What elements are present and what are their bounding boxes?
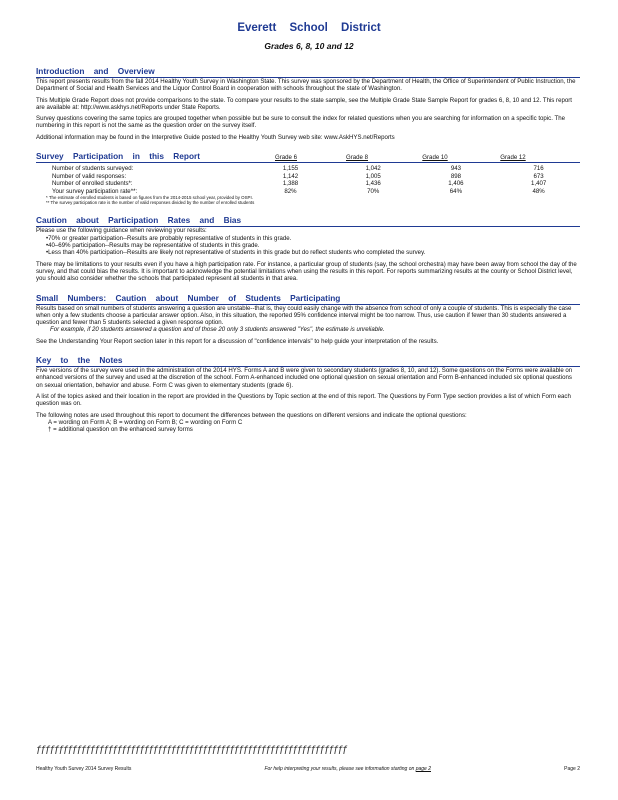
cell-value: 1,407 — [531, 180, 547, 188]
key-note-dagger: † = additional question on the enhanced survey forms — [48, 426, 193, 434]
caution-paragraph: There may be limitations to your results even if you have a high participation rate. For instance, a particular group of students (say, the school orchestra) may have been away from school the day of the survey, and that could bias the results. It is important to acknowledge the potential limitations when using the results in this report. For reports summarizing results at the county or School District level, you should also consider whether the schools that participated represent all students in that area. — [36, 260, 577, 283]
row-label: Number of valid responses: — [52, 172, 127, 180]
col-grade-12: Grade 12 — [500, 153, 526, 161]
intro-heading: Introduction and Overview — [36, 66, 580, 78]
col-grade-8: Grade 8 — [345, 153, 369, 161]
intro-paragraph-2: This Multiple Grade Report does not provide comparisons to the state. To compare your results to the state sample, see the Multiple Grade State Sample Report for grades 6, 8, 10 and 12. This report are available at: http://www.askhys.net/Reports under State Reports. — [36, 96, 572, 111]
table-row — [36, 188, 580, 196]
participation-columns — [254, 154, 552, 161]
page-footer — [36, 766, 580, 772]
row-label: Your survey participation rate**: — [52, 187, 138, 195]
cell-value: 1,155 — [282, 165, 299, 173]
small-numbers-section — [36, 293, 580, 345]
cell-value: 1,005 — [365, 172, 381, 180]
participation-footnote-2: ** The survey participation rate is the number of valid responses divided by the number of enrolled students — [46, 200, 255, 206]
caution-list — [36, 235, 580, 257]
intro-paragraph-1: This report presents results from the fall 2014 Healthy Youth Survey in Washington State. This survey was sponsored by the Department of Health, the Office of Superintendent of Public Instruction, the Department of Social and Health Services and the Liquor Control Board in cooperation with schools throughout the state of Washington. — [36, 78, 576, 93]
key-heading: Key to the Notes — [36, 355, 580, 367]
footer-left: Healthy Youth Survey 2014 Survey Results — [36, 766, 132, 772]
footer-page-number: Page 2 — [564, 766, 580, 772]
small-numbers-paragraph-2: See the Understanding Your Report section later in this report for a discussion of "confidence intervals" to help guide your interpretation of the results. — [36, 337, 439, 345]
cell-value: 673 — [533, 172, 544, 180]
list-item: •40–69% participation--Results may be representative of students in this grade. — [46, 242, 260, 250]
caution-intro: Please use the following guidance when reviewing your results: — [36, 227, 207, 235]
cell-value: 1,406 — [448, 180, 464, 188]
key-section — [36, 355, 580, 433]
footer-page-link[interactable]: page 2 — [415, 766, 431, 772]
participation-table — [36, 165, 580, 195]
cell-value: 898 — [450, 172, 461, 180]
list-item: •Less than 40% participation--Results are likely not representative of students in this grade but do reflect students who completed the survey. — [46, 249, 426, 257]
small-numbers-heading: Small Numbers: Caution about Number of Students Participating — [36, 293, 580, 305]
table-row — [36, 165, 580, 173]
cell-value: 716 — [533, 165, 544, 173]
footer-middle — [264, 766, 431, 772]
key-paragraph-1: Five versions of the survey were used in the administration of the 2014 HYS. Forms A and B were given to secondary students (grades 8, 10, and 12). Some questions on the Forms were available on enhanced versions of the survey and used at the discretion of the school. Form A-enhanced included one optional question on sexual orientation and Form B-enhanced included six optional questions on sexual orientation, behavior and abuse. Form C was given to elementary students (grade 6). — [36, 367, 573, 389]
small-numbers-example: For example, if 20 students answered a question and of those 20 only 3 students answered "Yes", the estimate is unreliable. — [50, 326, 385, 334]
caution-heading: Caution about Participation Rates and Bias — [36, 215, 580, 227]
cell-value: 1,436 — [365, 180, 381, 188]
footer-help-text: For help interpreting your results, please see information starting on — [264, 766, 415, 772]
cell-value: 1,388 — [282, 180, 299, 188]
participation-section — [36, 151, 580, 205]
intro-paragraph-3: Survey questions covering the same topics are grouped together when possible but be sure to consult the index for related questions when you are searching for information on a specific topic. The numbering in this report is not the same as the question order on the survey itself. — [36, 115, 565, 130]
intro-paragraph-4: Additional information may be found in the Interpretive Guide posted to the Healthy Youth Survey web site: www.AskHYS.net/Reports — [36, 133, 395, 141]
table-row — [36, 173, 580, 181]
table-row — [36, 180, 580, 188]
footer-divider: ƒƒƒƒƒƒƒƒƒƒƒƒƒƒƒƒƒƒƒƒƒƒƒƒƒƒƒƒƒƒƒƒƒƒƒƒƒƒƒƒƒƒƒƒƒƒƒƒƒƒƒƒƒƒƒƒƒƒƒƒƒƒƒƒƒƒƒƒƒ — [36, 745, 347, 756]
row-label: Number of students surveyed: — [52, 165, 134, 173]
col-grade-6: Grade 6 — [274, 153, 298, 161]
participation-footnote-1: * The estimate of enrolled students is based on figures from the 2014-2015 school year, provided by OSPI. — [46, 195, 253, 201]
page-subtitle: Grades 6, 8, 10 and 12 — [264, 41, 354, 51]
key-paragraph-2: A list of the topics asked and their location in the report are provided in the Questions by Topic section at the end of this report. The Questions by Form Type section provides a list of which Form each question was on. — [36, 392, 571, 408]
caution-section — [36, 215, 580, 282]
report-content — [36, 66, 580, 433]
key-note-forms: A = wording on Form A; B = wording on Form B; C = wording on Form C — [48, 418, 243, 426]
row-label: Number of enrolled students*: — [52, 180, 133, 188]
page-title: Everett School District — [237, 22, 381, 34]
cell-value: 64% — [449, 187, 462, 195]
cell-value: 82% — [284, 187, 297, 195]
small-numbers-paragraph-1: Results based on small numbers of students answering a question are unstable--that is, they could easily change with the absence from school of only a couple of students. This is especially the case when only a few students choose a particular answer option. Also, in this situation, the reported 95% confidence interval might be too narrow. Thus, use caution if fewer than 30 students answered a question and fewer than 5 students selected a given response option. — [36, 304, 572, 327]
intro-section — [36, 66, 580, 141]
cell-value: 48% — [532, 187, 545, 195]
participation-heading: Survey Participation in this Report — [36, 151, 201, 162]
cell-value: 1,042 — [365, 165, 381, 173]
cell-value: 943 — [450, 165, 461, 173]
list-item: •70% or greater participation--Results are probably representative of students in this grade. — [46, 234, 292, 242]
col-grade-10: Grade 10 — [422, 153, 448, 161]
cell-value: 1,142 — [282, 172, 299, 180]
participation-header — [36, 151, 580, 163]
key-paragraph-3: The following notes are used throughout this report to document the differences between the questions on different versions and indicate the optional questions: — [36, 411, 467, 419]
cell-value: 70% — [367, 187, 380, 195]
